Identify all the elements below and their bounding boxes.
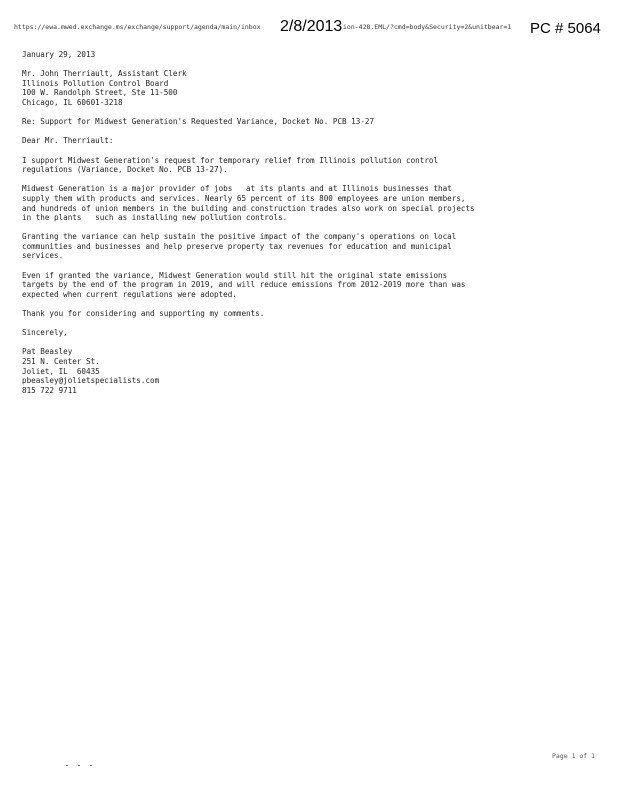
fax-header [0,18,618,40]
source-url: https://ewa.mwed.exchange.ms/exchange/support/agenda/main/inbox [14,23,261,31]
paragraph-line: communities and businesses and help preserve property tax revenues for education and municipal [22,241,452,251]
public-comment-number-stamp: PC # 5064 [530,20,601,37]
recipient-line: 100 W. Randolph Street, Ste 11-500 [22,88,178,98]
paragraph-line: regulations (Variance, Docket No. PCB 13-27). [22,165,228,175]
signature-city: Joliet, IL 60435 [22,366,100,376]
paragraph-line: supply them with products and services. Nearly 65 percent of its 800 employees are union members, [22,193,466,203]
recipient-line: Chicago, IL 60601-3218 [22,97,123,107]
signature-block [22,347,592,395]
received-date-stamp: 2/8/2013 [280,18,343,35]
paragraph-line: in the plants such as installing new pollution controls. [22,213,288,223]
paragraph-line: Even if granted the variance, Midwest Generation would still hit the original state emissions [22,270,448,280]
scan-speck [90,765,92,766]
recipient-address [22,69,592,107]
recipient-line: Illinois Pollution Control Board [22,78,169,88]
scan-speck [78,765,80,766]
signature-phone: 815 722 9711 [22,385,77,395]
letter-body [22,50,592,395]
paragraph [22,232,592,261]
paragraph-line: Granting the variance can help sustain the positive impact of the company's operations on local [22,232,457,242]
paragraph-line: and hundreds of union members in the building and construction trades also work on special projects [22,203,475,213]
signature-street: 251 N. Center St. [22,357,100,366]
paragraph-line: expected when current regulations were adopted. [22,289,237,299]
paragraph-line: targets by the end of the program in 2019, and will reduce emissions from 2012-2019 more than was [22,280,466,290]
scan-speck [66,765,68,766]
source-url-tail: ion-428.EML/?cmd=body&Security=2&unitbear=1 [343,23,512,31]
paragraph [22,309,592,319]
signature-name: Pat Beasley [22,347,73,357]
paragraph-line: services. [22,251,64,261]
signature-email: pbeasley@jolietspecialists.com [22,376,160,386]
paragraph [22,184,592,222]
recipient-line: Mr. John Therriault, Assistant Clerk [22,69,187,79]
paragraph-line: Thank you for considering and supporting my comments. [22,309,265,319]
letter-date: January 29, 2013 [22,50,96,59]
page-number: Page 1 of 1 [552,752,596,760]
salutation: Dear Mr. Therriault: [22,136,114,146]
subject-line: Re: Support for Midwest Generation's Requested Variance, Docket No. PCB 13-27 [22,117,375,127]
paragraph-line: I support Midwest Generation's request for temporary relief from Illinois pollution control [22,155,439,165]
closing: Sincerely, [22,328,68,338]
paragraph-line: Midwest Generation is a major provider of jobs at its plants and at Illinois businesses that [22,184,452,194]
paragraph [22,156,592,175]
paragraph [22,271,592,300]
